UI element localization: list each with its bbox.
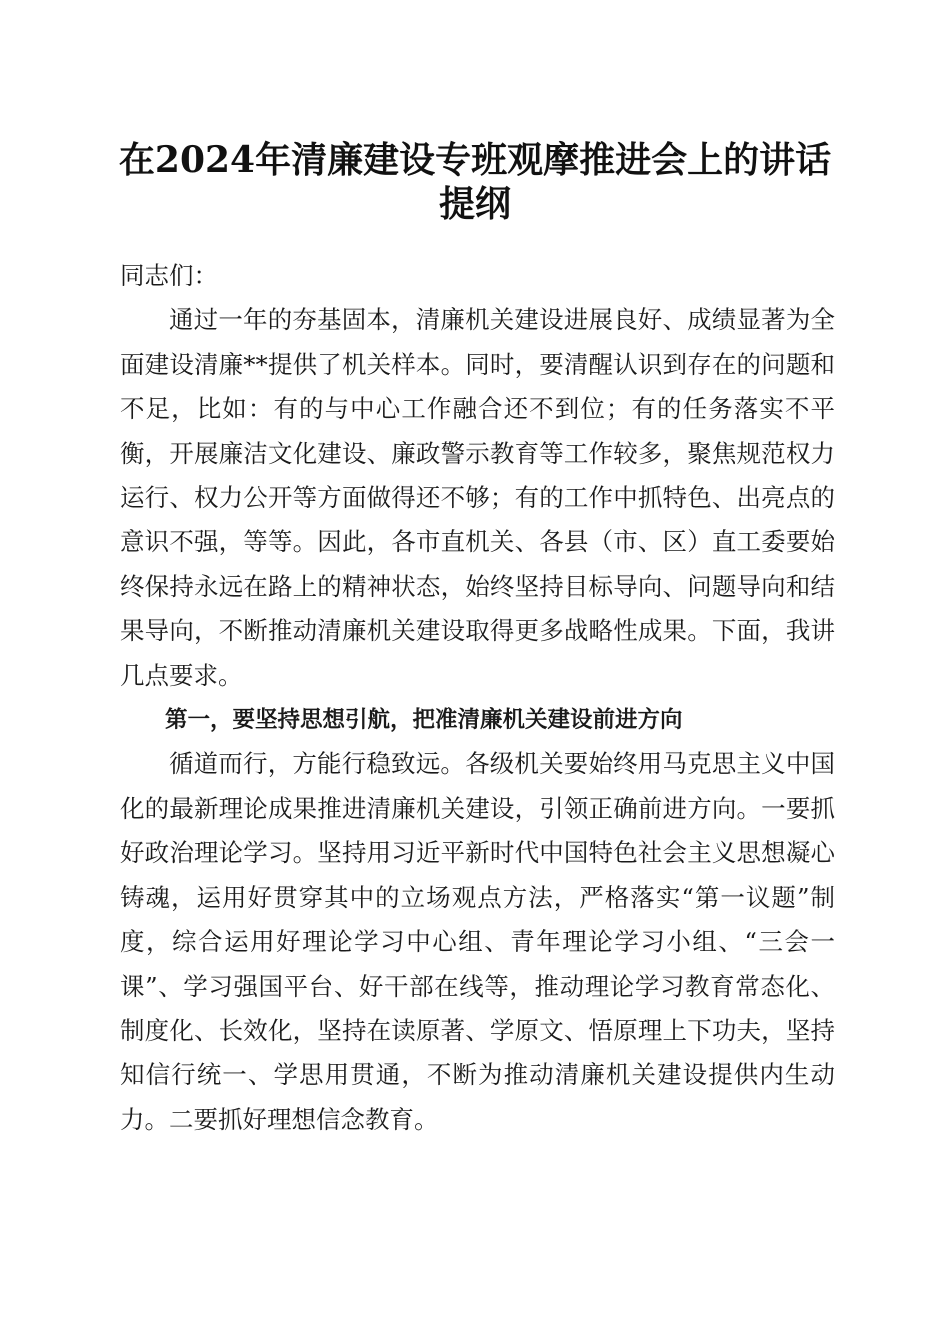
- section-paragraph: 循道而行，方能行稳致远。各级机关要始终用马克思主义中国化的最新理论成果推进清廉机关建设，引领正确前进方向。一要抓好政治理论学习。坚持用习近平新时代中国特色社会主义思想凝心铸魂，运用好贯穿其中的立场观点方法，严格落实“第一议题”制度，综合运用好理论学习中心组、青年理论学习小组、“三会一课”、学习强国平台、好干部在线等，推动理论学习教育常态化、制度化、长效化，坚持在读原著、学原文、悟原理上下功夫，坚持知信行统一、学思用贯通，不断为推动清廉机关建设提供内生动力。二要抓好理想信念教育。: [120, 749, 835, 1134]
- intro-paragraph: 通过一年的夯基固本，清廉机关建设进展良好、成绩显著为全面建设清廉**提供了机关样本。同时，要清醒认识到存在的问题和不足，比如：有的与中心工作融合还不到位；有的任务落实不平衡，开展廉洁文化建设、廉政警示教育等工作较多，聚焦规范权力运行、权力公开等方面做得还不够；有的工作中抓特色、出亮点的意识不强，等等。因此，各市直机关、各县（市、区）直工委要始终保持永远在路上的精神状态，始终坚持目标导向、问题导向和结果导向，不断推动清廉机关建设取得更多战略性成果。下面，我讲几点要求。: [120, 305, 835, 690]
- section-heading: 第一，要坚持思想引航，把准清廉机关建设前进方向: [165, 707, 683, 734]
- salutation: 同志们：: [120, 261, 218, 290]
- document-title: 在2024年清廉建设专班观摩推进会上的讲话提纲: [118, 139, 832, 225]
- document-body: [120, 254, 835, 1142]
